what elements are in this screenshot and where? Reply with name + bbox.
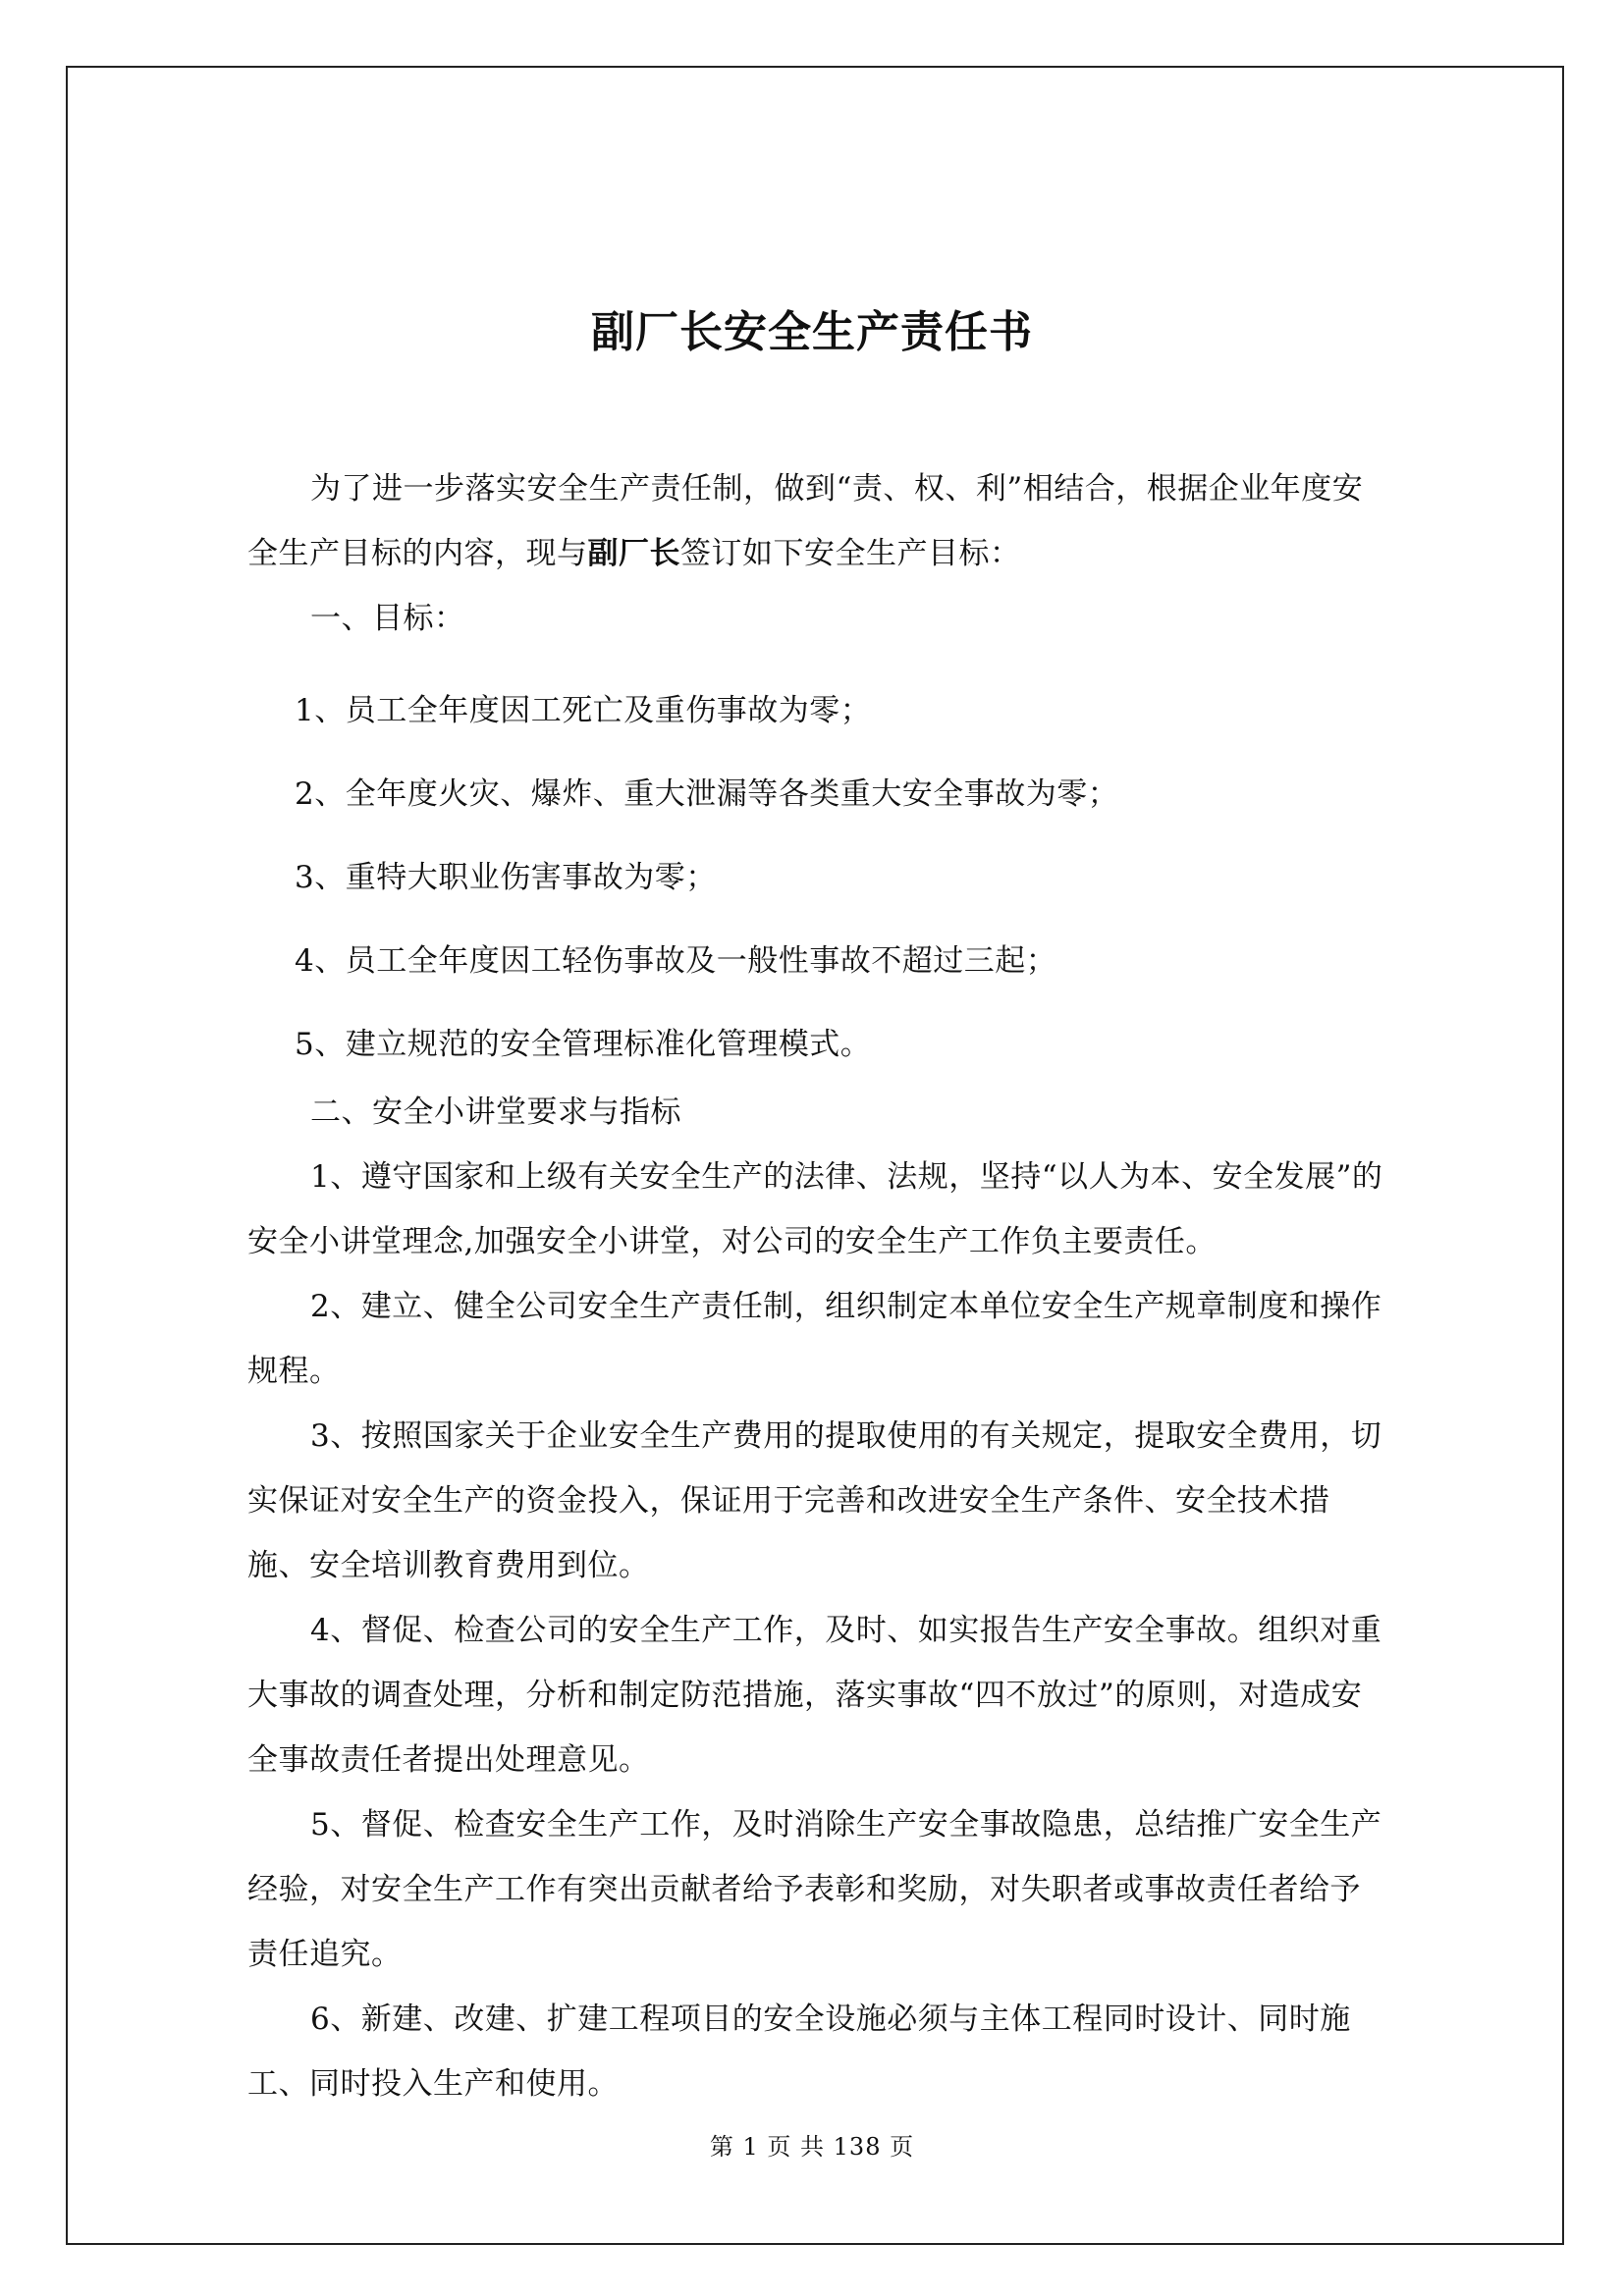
intro-emphasis: 副厂长 [587, 536, 680, 571]
requirements-block [247, 1080, 1386, 2116]
intro-text-end: 签订如下安全生产目标： [680, 536, 1021, 571]
goal-item: 4、员工全年度因工轻伤事故及一般性事故不超过三起； [295, 943, 1057, 979]
goal-item: 5、建立规范的安全管理标准化管理模式。 [295, 1027, 872, 1062]
document-title: 副厂长安全生产责任书 [591, 307, 1033, 358]
requirement-paragraph: 1、遵守国家和上级有关安全生产的法律、法规，坚持“以人为本、安全发展”的安全小讲堂理念,加强安全小讲堂，对公司的安全生产工作负主要责任。 [247, 1159, 1383, 1259]
goal-item: 2、全年度火灾、爆炸、重大泄漏等各类重大安全事故为零； [295, 776, 1119, 812]
section1-heading: 一、目标： [310, 601, 465, 636]
intro-text-start: 为了进一步落实安全生产责任制，做到“责、权、利”相结合，根据企业年度安全生产目标的内容，现与 [247, 471, 1364, 571]
goal-item: 3、重特大职业伤害事故为零； [295, 860, 717, 895]
intro-block [247, 456, 1386, 651]
goals-list [295, 669, 1384, 1087]
requirement-paragraph: 6、新建、改建、扩建工程项目的安全设施必须与主体工程同时设计、同时施工、同时投入生产和使用。 [247, 2002, 1351, 2102]
requirement-paragraph: 4、督促、检查公司的安全生产工作，及时、如实报告生产安全事故。组织对重大事故的调查处理，分析和制定防范措施，落实事故“四不放过”的原则，对造成安全事故责任者提出处理意见。 [247, 1613, 1382, 1778]
goal-item: 1、员工全年度因工死亡及重伤事故为零； [295, 693, 872, 728]
page-number: 第 1 页 共 138 页 [709, 2133, 915, 2161]
requirement-paragraph: 2、建立、健全公司安全生产责任制，组织制定本单位安全生产规章制度和操作规程。 [247, 1289, 1382, 1389]
intro-paragraph [247, 456, 1386, 586]
requirement-paragraph: 3、按照国家关于企业安全生产费用的提取使用的有关规定，提取安全费用，切实保证对安全生产的资金投入，保证用于完善和改进安全生产条件、安全技术措施、安全培训教育费用到位。 [247, 1418, 1382, 1583]
section2-heading: 二、安全小讲堂要求与指标 [310, 1095, 681, 1130]
requirement-paragraph: 5、督促、检查安全生产工作，及时消除生产安全事故隐患，总结推广安全生产经验，对安全生产工作有突出贡献者给予表彰和奖励，对失职者或事故责任者给予责任追究。 [247, 1807, 1382, 1972]
